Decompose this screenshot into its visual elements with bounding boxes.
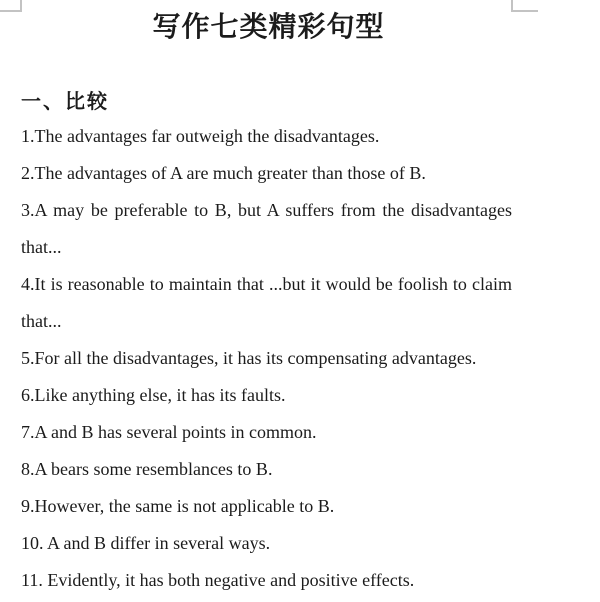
section-heading: 一、比较 — [21, 91, 109, 113]
sentence-line-11: 11. Evidently, it has both negative and positive effects. — [21, 570, 415, 590]
sentence-list — [21, 118, 512, 599]
sentence-line-5: 5.For all the disadvantages, it has its compensating advantages. — [21, 348, 477, 368]
sentence-line-4: 4.It is reasonable to maintain that ...but it would be foolish to claim — [21, 274, 512, 294]
sentence-line-9: 9.However, the same is not applicable to B. — [21, 496, 335, 516]
sentence-line-6: 6.Like anything else, it has its faults. — [21, 385, 286, 405]
sentence-line-1: 1.The advantages far outweigh the disadvantages. — [21, 126, 380, 146]
sentence-line-3: 3.A may be preferable to B, but A suffers from the disadvantages — [21, 200, 512, 220]
sentence-line-3-continuation: that... — [21, 237, 62, 257]
document-title: 写作七类精彩句型 — [152, 12, 385, 43]
sentence-line-8: 8.A bears some resemblances to B. — [21, 459, 273, 479]
text-boundary-mark-top-left — [0, 0, 22, 12]
sentence-line-10: 10. A and B differ in several ways. — [21, 533, 271, 553]
sentence-line-4-continuation: that... — [21, 311, 62, 331]
sentence-line-7: 7.A and B has several points in common. — [21, 422, 317, 442]
sentence-line-2: 2.The advantages of A are much greater than those of B. — [21, 163, 426, 183]
